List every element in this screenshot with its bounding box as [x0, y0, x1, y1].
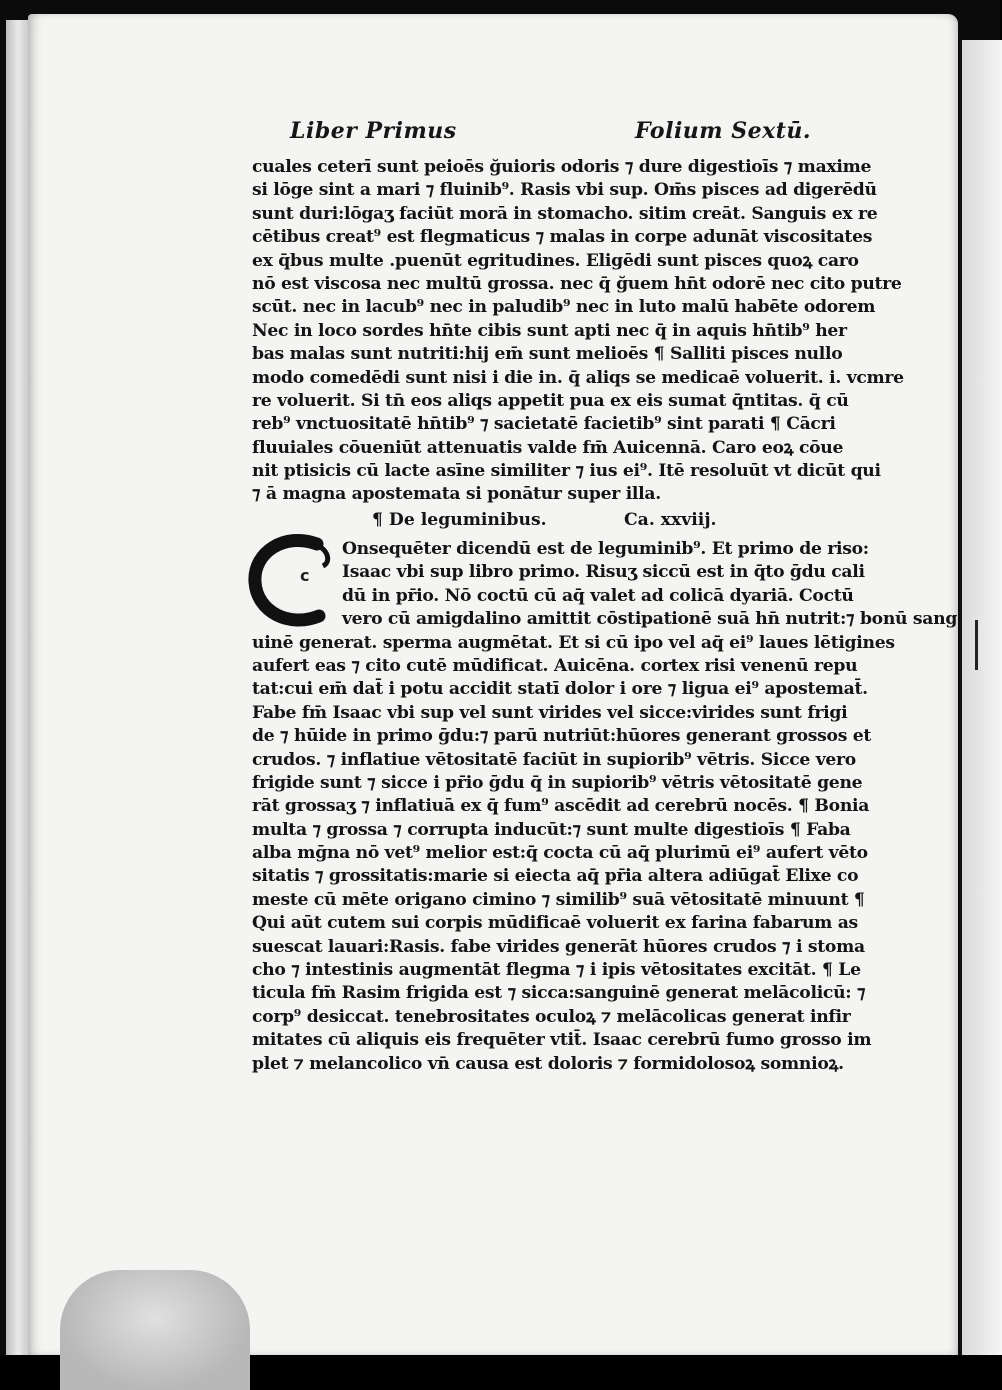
text-line: suescat lauari:Rasis. fabe virides generāt hūores crudos ⁊ i stoma — [252, 936, 865, 957]
text-line: cho ⁊ intestinis augmentāt flegma ⁊ i ipis vētositates excitāt. ¶ Le — [252, 960, 861, 981]
text-line: ticula fm̄ Rasim frigida est ⁊ sicca:sanguinē generat melācolicū: ⁊ — [252, 983, 866, 1004]
facing-page-edge — [960, 40, 1002, 1355]
text-line: fluuiales cōueniūt attenuatis valde fm̄ Auicennā. Caro eoꝝ cōue — [252, 437, 844, 458]
text-line: nit ptisicis cū lacte asīne similiter ⁊ ius ei⁹. Itē resoluūt vt dicūt qui — [252, 461, 881, 482]
text-line: tat:cui em̄ dat̄ i potu accidit statī dolor i ore ⁊ ligua ei⁹ apostemat̄. — [252, 679, 868, 700]
text-line: si lōge sint a mari ⁊ fluinib⁹. Rasis vbi sup. Om̄s pisces ad digerēdū — [252, 180, 877, 201]
text-line: aufert eas ⁊ cito cutē mūdificat. Auicēna. cortex risi venenū repu — [252, 655, 858, 676]
text-line: ex q̄bus multe .puenūt egritudines. Eligēdi sunt pisces quoꝝ caro — [252, 250, 859, 271]
text-line: Fabe fm̄ Isaac vbi sup vel sunt virides vel sicce:virides sunt frigi — [252, 702, 848, 723]
chapter-title: ¶ De leguminibus. — [372, 510, 547, 530]
text-line: Nec in loco sordes hn̄te cibis sunt apti nec q̄ in aquis hn̄tib⁹ her — [252, 320, 847, 341]
running-header — [290, 118, 830, 158]
text-line: uinē generat. sperma augmētat. Et si cū ipo vel aq̄ ei⁹ laues lētigines — [252, 632, 895, 653]
text-line: modo comedēdi sunt nisi i die in. q̄ aliqs se medicaē voluerit. i. vcmre — [252, 367, 904, 388]
text-line: rāt grossaʒ ⁊ inflatiuā ex q̄ fum⁹ ascēdit ad cerebrū nocēs. ¶ Bonia — [252, 796, 870, 817]
text-block-lower — [252, 538, 958, 1076]
text-line: Qui aūt cutem sui corpis mūdificaē voluerit ex farina fabarum as — [252, 913, 858, 934]
text-line: crudos. ⁊ inflatiue vētositatē faciūt in supiorib⁹ vētris. Sicce vero — [252, 749, 856, 770]
reader-thumb — [60, 1270, 250, 1390]
text-line: sitatis ⁊ grossitatis:marie si eiecta aq̄ pr̄ia altera adiūgat̄ Elixe co — [252, 866, 859, 887]
text-line: vero cū amigdalino amittit cōstipationē suā hn̄ nutrit:⁊ bonū sang — [342, 609, 958, 630]
guide-letter: c — [300, 566, 310, 585]
chapter-heading — [372, 510, 772, 536]
text-line: multa ⁊ grossa ⁊ corrupta inducūt:⁊ sunt multe digestioīs ¶ Faba — [252, 819, 851, 840]
text-line: Onsequēter dicendū est de leguminib⁹. Et primo de riso: — [342, 539, 869, 559]
text-line: ⁊ ā magna apostemata si ponātur super illa. — [252, 484, 661, 505]
text-line: alba mḡna nō vet⁹ melior est:q̄ cocta cū aq̄ plurimū ei⁹ aufert vēto — [252, 843, 868, 864]
text-block-upper — [252, 156, 904, 507]
text-line: dū in pr̄io. Nō coctū cū aq̄ valet ad colicā dyariā. Coctū — [342, 585, 854, 606]
text-line: bas malas sunt nutriti:hij em̄ sunt melioēs ¶ Salliti pisces nullo — [252, 344, 843, 365]
text-line: cētibus creat⁹ est flegmaticus ⁊ malas in corpe adunāt viscositates — [252, 227, 873, 248]
text-line: scūt. nec in lacub⁹ nec in paludib⁹ nec in luto malū habēte odorem — [252, 297, 876, 318]
text-line: mitates cū aliquis eis frequēter vtit̄. Isaac cerebrū fumo grosso im — [252, 1030, 872, 1051]
text-line: de ⁊ hūide in primo ḡdu:⁊ parū nutriūt:hūores generant grossos et — [252, 726, 872, 747]
text-line: cuales ceterī sunt peioēs ğuioris odoris ⁊ dure digestioīs ⁊ maxime — [252, 157, 872, 177]
text-line: frigide sunt ⁊ sicce i pr̄io ḡdu q̄ in supiorib⁹ vētris vētositatē gene — [252, 772, 863, 793]
text-line: nō est viscosa nec multū grossa. nec q̄ ğuem hn̄t odorē nec cito putre — [252, 273, 902, 294]
header-book-title: Liber Primus — [290, 118, 457, 144]
text-line: Isaac vbi sup libro primo. Risuʒ siccū est in q̄to ḡdu cali — [342, 562, 865, 583]
header-folio: Folium Sextū. — [635, 118, 812, 144]
text-line: meste cū mēte origano cimino ⁊ similib⁹ suā vētositatē minuunt ¶ — [252, 889, 865, 910]
text-line: re voluerit. Si tn̄ eos aliqs appetit pua ex eis sumat q̄ntitas. q̄ cū — [252, 390, 849, 411]
facing-page-mark — [975, 620, 992, 670]
text-line: sunt duri:lōgaʒ faciūt morā in stomacho. sitim creāt. Sanguis ex re — [252, 203, 878, 224]
text-line: reb⁹ vnctuositatē hn̄tib⁹ ⁊ sacietatē facietib⁹ sint parati ¶ Cācri — [252, 414, 836, 435]
chapter-number: Ca. xxviij. — [624, 510, 717, 530]
text-line: corp⁹ desiccat. tenebrositates oculoꝝ ⁊ melācolicas generat infir — [252, 1006, 851, 1027]
text-line: plet ⁊ melancolico vn̄ causa est doloris ⁊ formidolosoꝝ somnioꝝ. — [252, 1053, 844, 1074]
